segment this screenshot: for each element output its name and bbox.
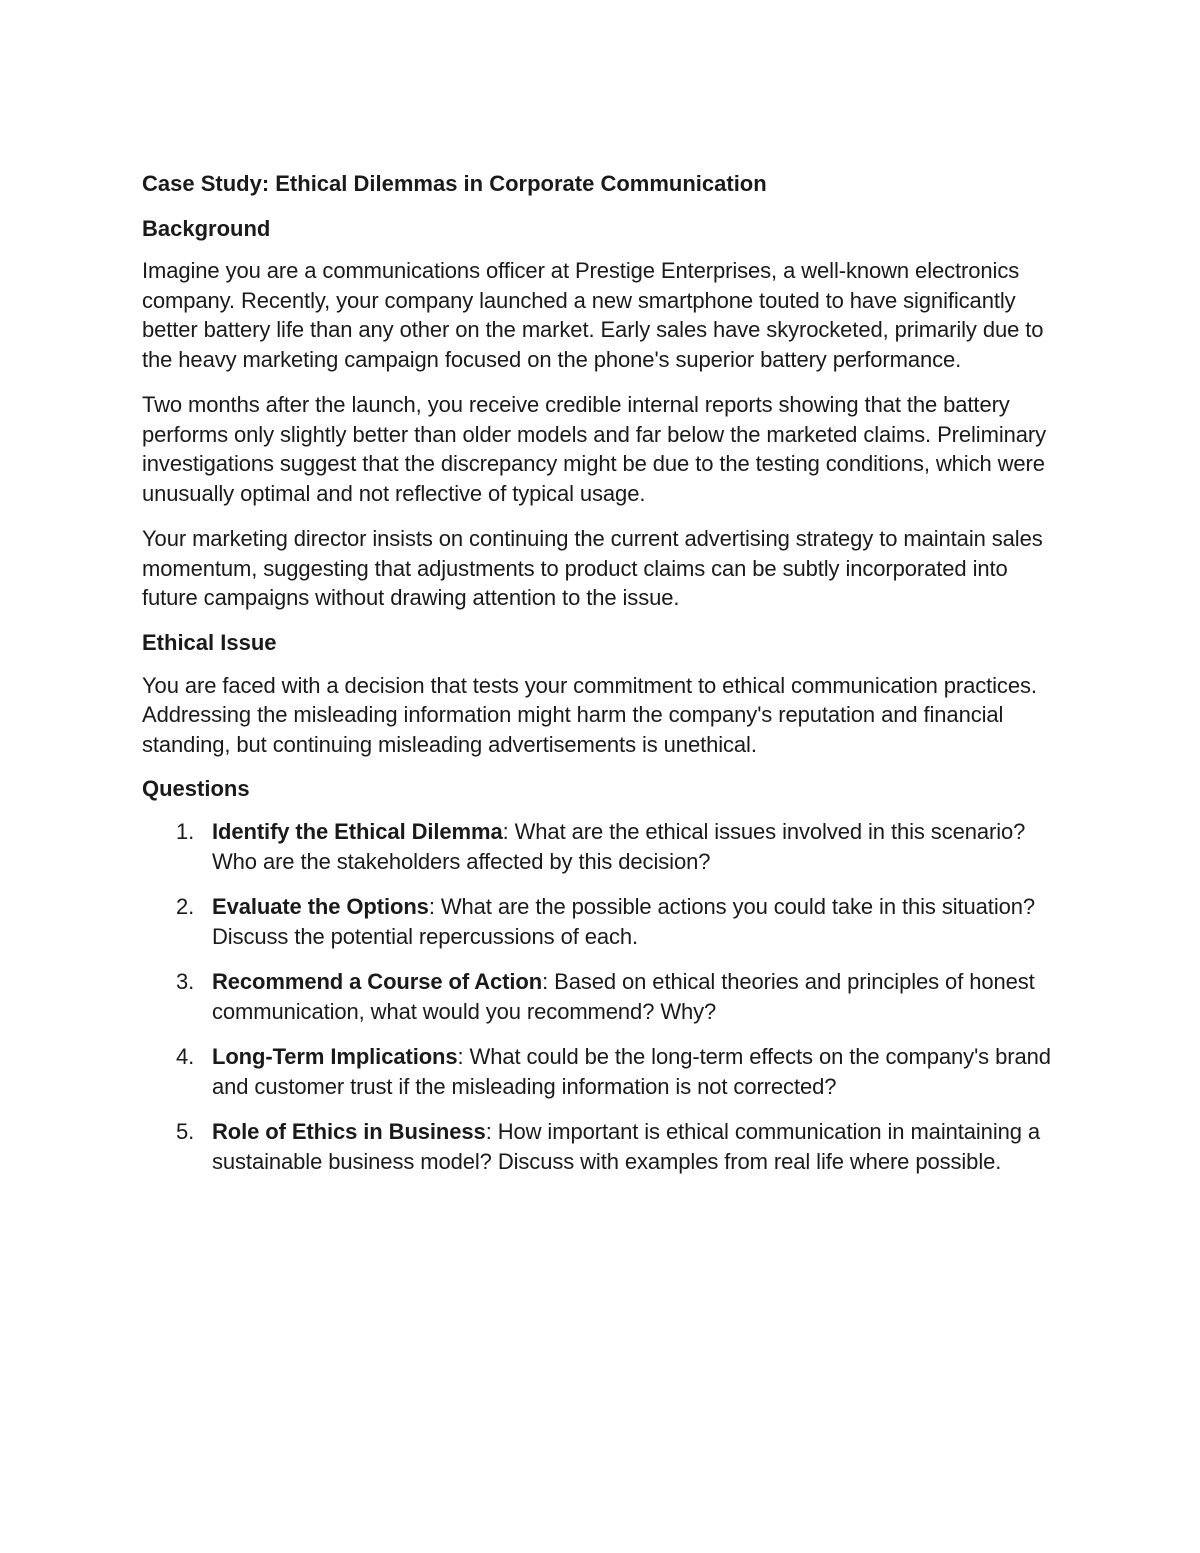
question-item-3	[142, 967, 1062, 1026]
document-page	[142, 168, 1062, 1176]
background-paragraph-2: Two months after the launch, you receive credible internal reports showing that the battery performs only slightly better than older models and far below the marketed claims. Preliminary investigations suggest that the discrepancy might be due to the testing conditions, which were unusually optimal and not reflective of typical usage.	[142, 392, 1046, 506]
question-item-1	[142, 817, 1062, 876]
question-text: : What are the ethical issues involved in this scenario? Who are the stakeholders affected by this decision?	[212, 819, 1026, 874]
question-text: : How important is ethical communication in maintaining a sustainable business model? Discuss with examples from real life where possible.	[212, 1119, 1041, 1174]
questions-heading: Questions	[142, 776, 250, 801]
question-text: : Based on ethical theories and principles of honest communication, what would you recommend? Why?	[212, 969, 1035, 1024]
question-text: : What could be the long-term effects on the company's brand and customer trust if the misleading information is not corrected?	[212, 1044, 1051, 1099]
question-term: Long-Term Implications	[212, 1044, 458, 1069]
question-term: Evaluate the Options	[212, 894, 429, 919]
question-term: Identify the Ethical Dilemma	[212, 819, 503, 844]
question-text: : What are the possible actions you could take in this situation? Discuss the potential repercussions of each.	[212, 894, 1036, 949]
question-number: 5.	[176, 1119, 195, 1144]
question-number: 2.	[176, 894, 195, 919]
question-term: Role of Ethics in Business	[212, 1119, 486, 1144]
question-term: Recommend a Course of Action	[212, 969, 543, 994]
background-heading: Background	[142, 216, 271, 241]
question-item-2	[142, 892, 1062, 951]
background-paragraph-3: Your marketing director insists on continuing the current advertising strategy to maintain sales momentum, suggesting that adjustments to product claims can be subtly incorporated into future campaigns without drawing attention to the issue.	[142, 526, 1043, 610]
document-title: Case Study: Ethical Dilemmas in Corporate Communication	[142, 171, 767, 196]
background-paragraph-1: Imagine you are a communications officer at Prestige Enterprises, a well-known electronics company. Recently, your company launched a new smartphone touted to have significantly better battery life than any other on the market. Early sales have skyrocketed, primarily due to the heavy marketing campaign focused on the phone's superior battery performance.	[142, 258, 1044, 372]
questions-list	[142, 817, 1062, 1176]
question-number: 4.	[176, 1044, 195, 1069]
question-item-4	[142, 1042, 1062, 1101]
ethical-issue-paragraph: You are faced with a decision that tests your commitment to ethical communication practices. Addressing the misleading information might harm the company's reputation and financial standing, but continuing misleading advertisements is unethical.	[142, 672, 1037, 757]
ethical-issue-heading: Ethical Issue	[142, 629, 277, 655]
question-number: 1.	[176, 819, 195, 844]
question-number: 3.	[176, 969, 195, 994]
question-item-5	[142, 1117, 1062, 1176]
